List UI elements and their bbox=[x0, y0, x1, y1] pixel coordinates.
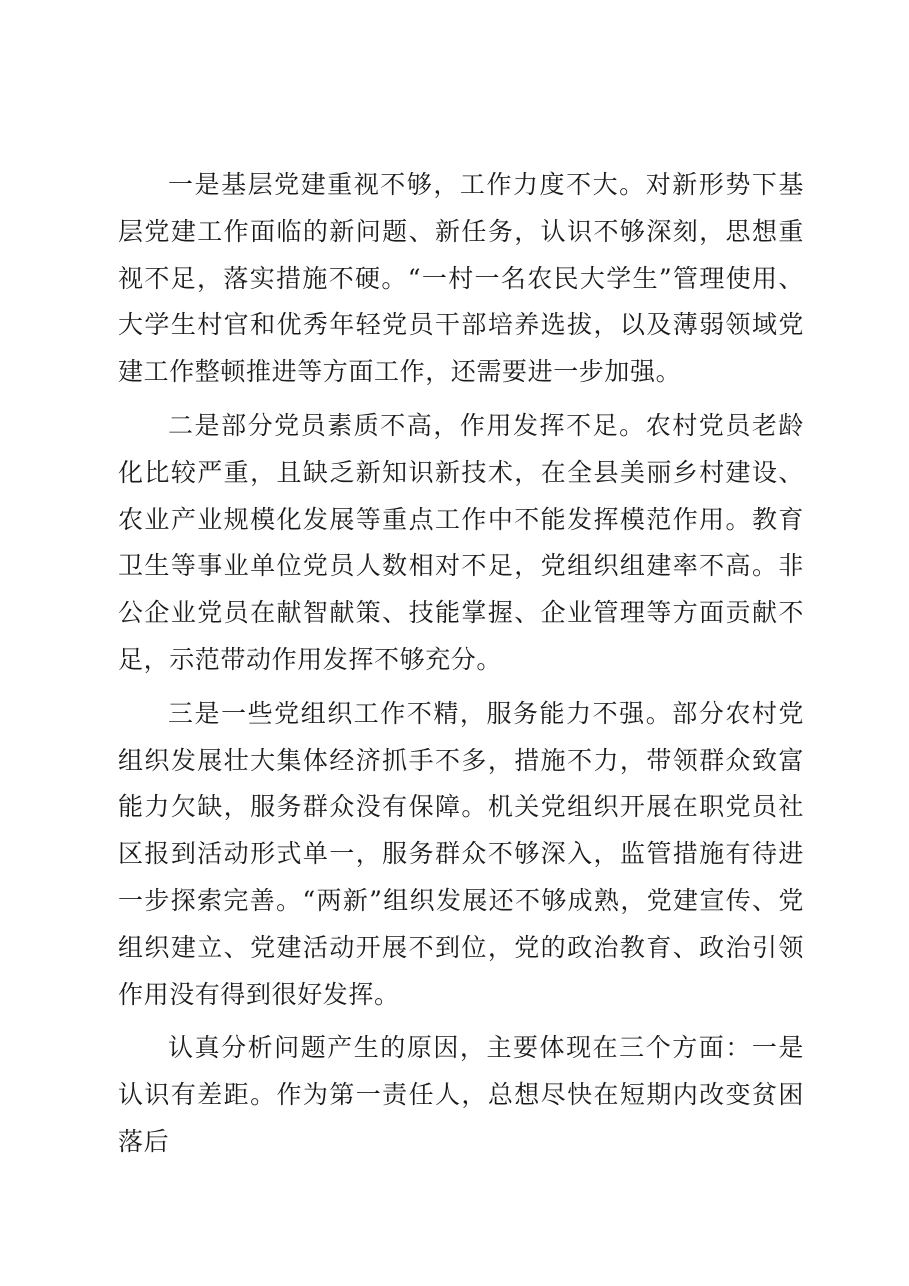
paragraph-4: 认真分析问题产生的原因，主要体现在三个方面：一是认识有差距。作为第一责任人，总想尽快在短期内改变贫困落后 bbox=[118, 1033, 804, 1156]
paragraph-1: 一是基层党建重视不够，工作力度不大。对新形势下基层党建工作面临的新问题、新任务，认识不够深刻，思想重视不足，落实措施不硬。“一村一名农民大学生”管理使用、大学生村官和优秀年轻党员干部培养选拔，以及薄弱领域党建工作整顿推进等方面工作，还需要进一步加强。 bbox=[118, 170, 804, 387]
paragraph-2: 二是部分党员素质不高，作用发挥不足。农村党员老龄化比较严重，且缺乏新知识新技术，在全县美丽乡村建设、农业产业规模化发展等重点工作中不能发挥模范作用。教育卫生等事业单位党员人数相对不足，党组织组建率不高。非公企业党员在献智献策、技能掌握、企业管理等方面贡献不足，示范带动作用发挥不够充分。 bbox=[118, 410, 804, 674]
document-body bbox=[118, 162, 804, 1166]
paragraph-3: 三是一些党组织工作不精，服务能力不强。部分农村党组织发展壮大集体经济抓手不多，措施不力，带领群众致富能力欠缺，服务群众没有保障。机关党组织开展在职党员社区报到活动形式单一，服务群众不够深入，监管措施有待进一步探索完善。“两新”组织发展还不够成熟，党建宣传、党组织建立、党建活动开展不到位，党的政治教育、政治引领作用没有得到很好发挥。 bbox=[118, 698, 804, 1009]
